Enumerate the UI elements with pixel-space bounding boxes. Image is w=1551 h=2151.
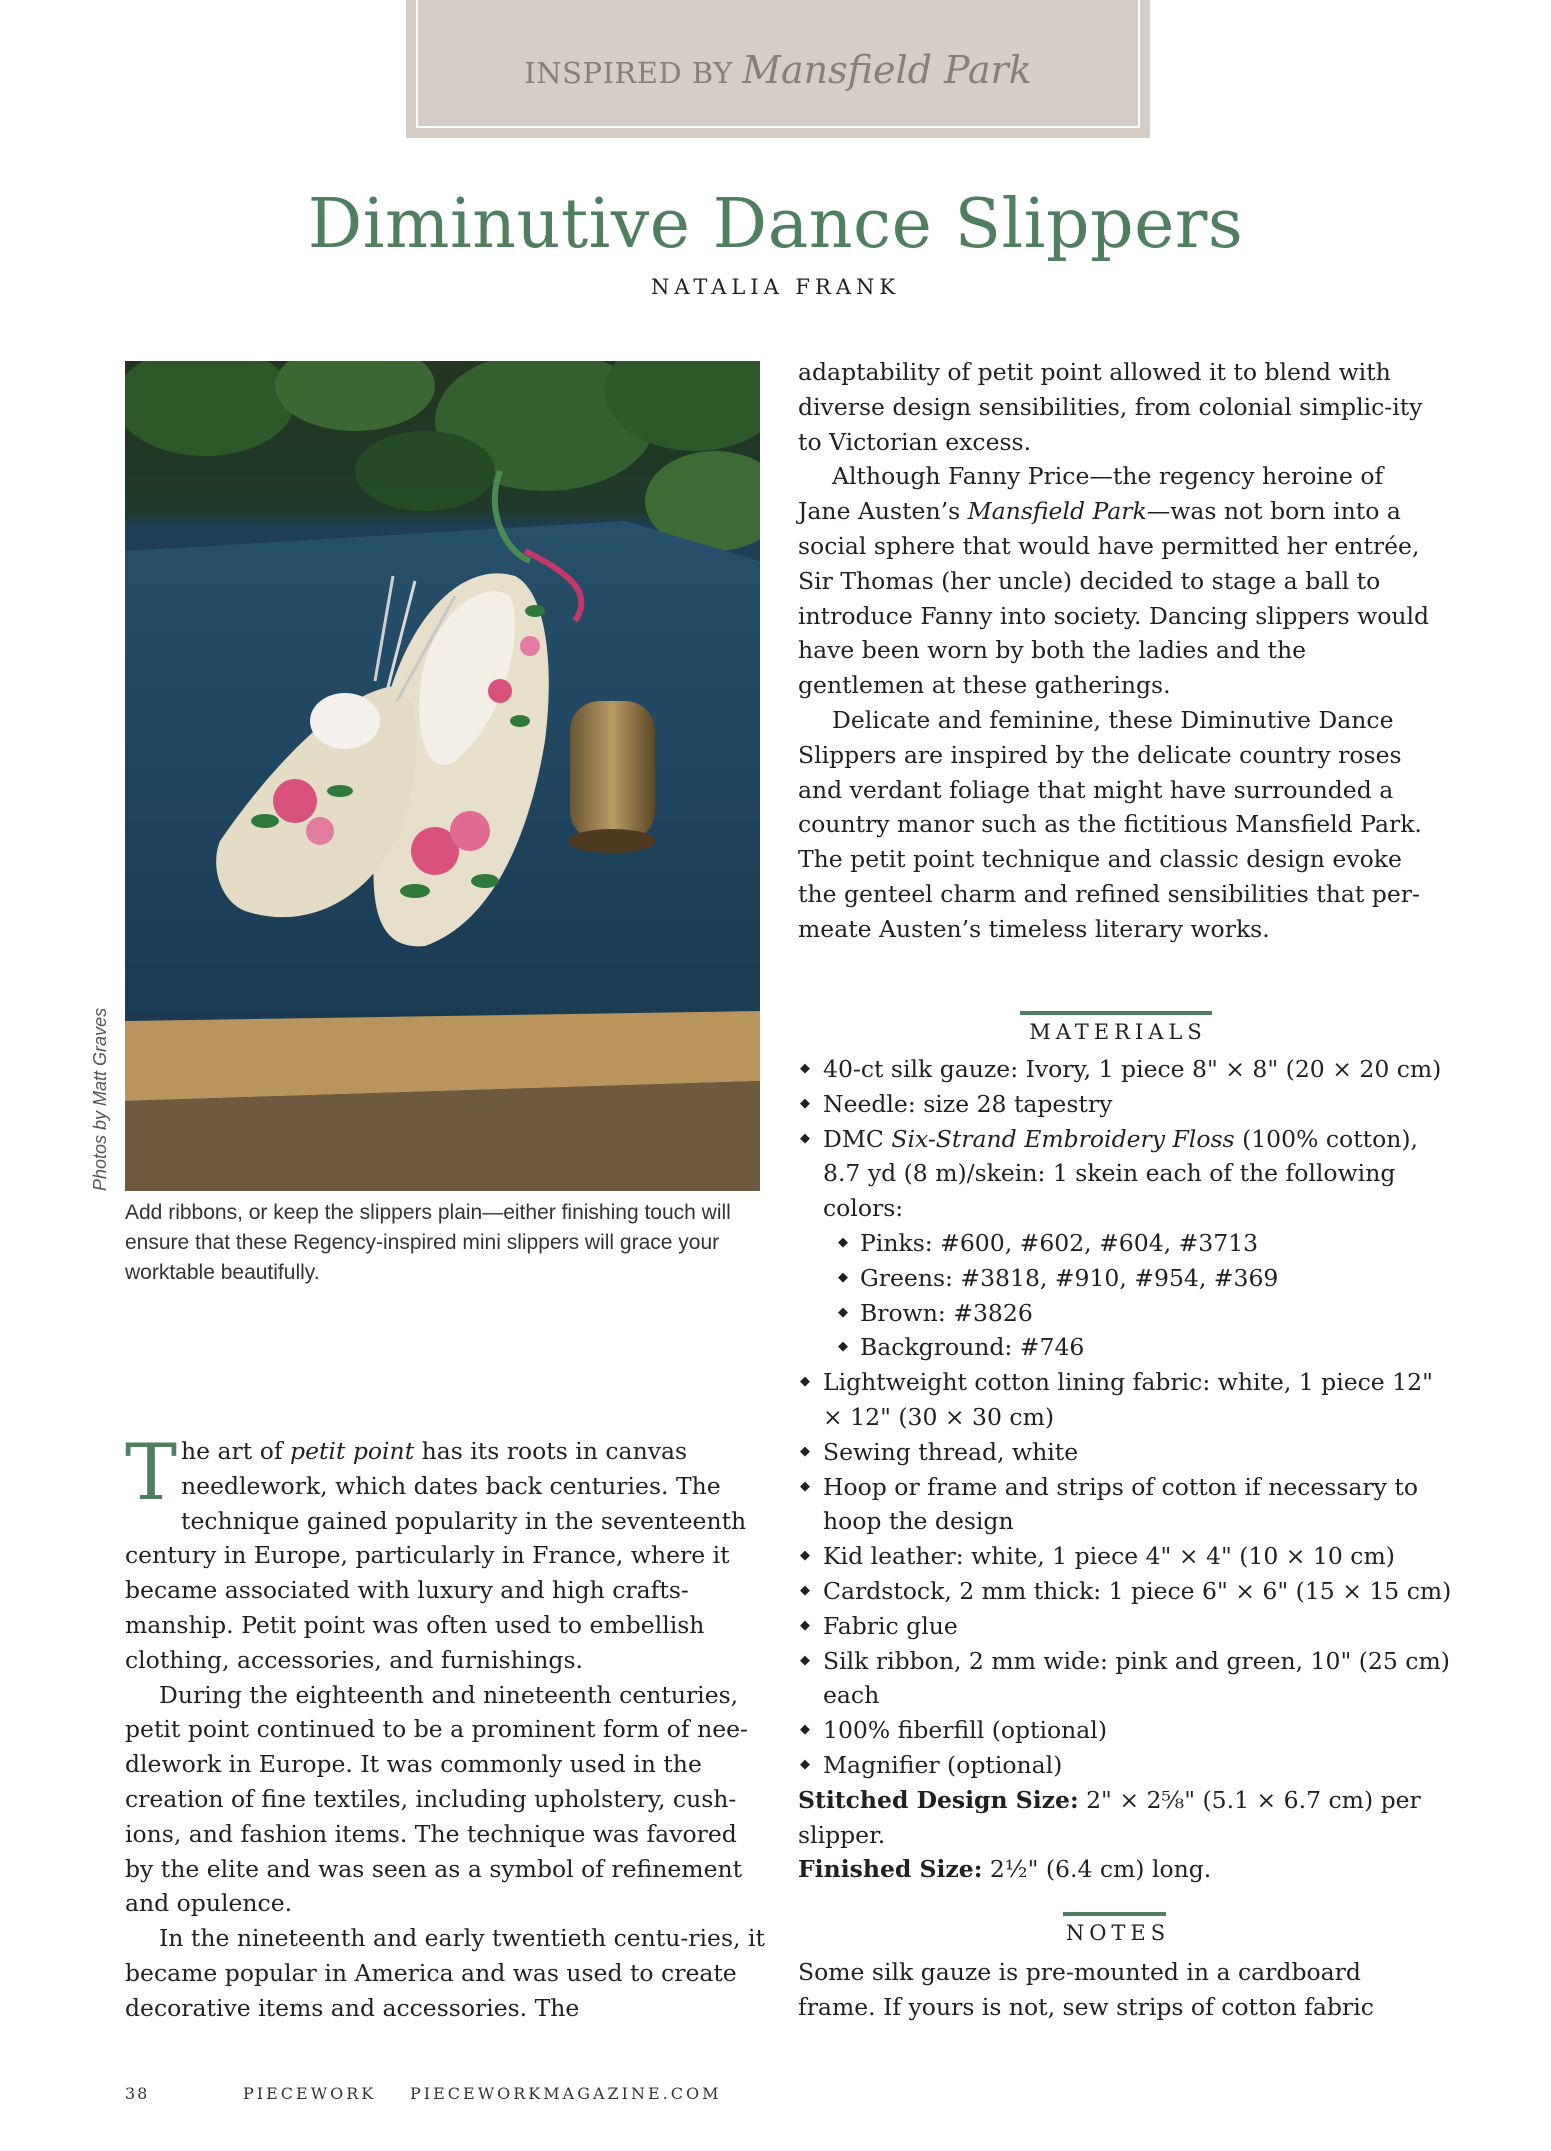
text-run: DMC bbox=[823, 1124, 892, 1153]
materials-list bbox=[798, 1052, 1458, 1887]
list-item: ◆ Magnifier (optional) bbox=[798, 1748, 1458, 1783]
italic-product: Six-Strand Embroidery Floss bbox=[891, 1124, 1235, 1153]
banner-heading bbox=[406, 48, 1150, 92]
list-item: ◆ Hoop or frame and strips of cotton if necessary to hoop the design bbox=[798, 1470, 1458, 1540]
article-title: Diminutive Dance Slippers bbox=[307, 185, 1244, 264]
italic-title: Mansfield Park bbox=[967, 497, 1147, 526]
spec-label: Finished Size: bbox=[798, 1855, 983, 1884]
spec-value: 2" × 2⅝" (5.1 × 6.7 cm) per slipper. bbox=[798, 1785, 1421, 1849]
list-item: ◆ 100% fiberfill (optional) bbox=[798, 1713, 1458, 1748]
page-number: 38 bbox=[125, 2084, 150, 2103]
notes-heading: NOTES bbox=[1065, 1921, 1171, 1945]
list-item: ◆ Silk ribbon, 2 mm wide: pink and green, 10" (25 cm) each bbox=[798, 1644, 1458, 1714]
notes-text: Some silk gauze is pre-mounted in a cardboard frame. If yours is not, sew strips of cotton fabric bbox=[798, 1958, 1374, 2021]
drop-cap: T bbox=[125, 1428, 178, 1518]
body-paragraph bbox=[798, 459, 1438, 703]
photo-credit: Photos by Matt Graves bbox=[90, 1007, 110, 1191]
article-author: NATALIA FRANK bbox=[650, 275, 901, 299]
header-banner bbox=[406, 0, 1150, 138]
body-paragraph: In the nineteenth and early twentieth centu-ries, it became popular in America and was used to create decorative items and accessories. The bbox=[125, 1924, 765, 2022]
text-run: Although Fanny Price—the regency heroine of Jane Austen’s bbox=[798, 462, 1384, 526]
banner-script-title: Mansfield Park bbox=[742, 48, 1032, 92]
color-sublist bbox=[798, 1226, 1458, 1365]
stitched-size bbox=[798, 1783, 1458, 1853]
list-item: ◆ Brown: #3826 bbox=[798, 1296, 1458, 1331]
materials-rule bbox=[1020, 1011, 1212, 1015]
body-right-column bbox=[798, 355, 1438, 947]
magazine-name: PIECEWORK bbox=[243, 2084, 377, 2103]
text-run: —was not born into a social sphere that would have permitted her entrée, Sir Thomas (her uncle) decided to stage a ball to introduce Fanny into society. Dancing slippers would have been worn by both the ladies and the gentlemen at these gatherings. bbox=[798, 497, 1430, 700]
list-item: ◆ 40-ct silk gauze: Ivory, 1 piece 8" × 8" (20 × 20 cm) bbox=[798, 1052, 1458, 1087]
list-item: ◆ Cardstock, 2 mm thick: 1 piece 6" × 6" (15 × 15 cm) bbox=[798, 1574, 1458, 1609]
finished-size bbox=[798, 1852, 1458, 1887]
materials-heading: MATERIALS bbox=[1029, 1020, 1207, 1044]
notes-rule bbox=[1063, 1912, 1166, 1916]
list-item: ◆ Lightweight cotton lining fabric: white, 1 piece 12" × 12" (30 × 30 cm) bbox=[798, 1365, 1458, 1435]
body-paragraph: adaptability of petit point allowed it to blend with diverse design sensibilities, from colonial simplic-ity to Victorian excess. bbox=[798, 358, 1423, 456]
text-run: has its roots in canvas needlework, which dates back centuries. The technique gained popularity in the seventeenth century in Europe, particularly in France, where it became associated with luxury and high crafts-manship. Petit point was often used to embellish clothing, accessories, and furnishings. bbox=[125, 1437, 747, 1674]
list-item: ◆ Kid leather: white, 1 piece 4" × 4" (10 × 10 cm) bbox=[798, 1539, 1458, 1574]
list-item: ◆ Fabric glue bbox=[798, 1609, 1458, 1644]
italic-term: petit point bbox=[290, 1437, 415, 1465]
text-run: (100% cotton), 8.7 yd (8 m)/skein: 1 skein each of the following colors: bbox=[823, 1124, 1419, 1223]
body-left-column bbox=[125, 1428, 765, 2026]
body-paragraph: Delicate and feminine, these Diminutive Dance Slippers are inspired by the delicate country roses and verdant foliage that might have surrounded a country manor such as the fictitious Mansfield Park. The petit point technique and classic design evoke the genteel charm and refined sensibilities that per-meate Austen’s timeless literary works. bbox=[798, 705, 1422, 943]
list-item: ◆ Sewing thread, white bbox=[798, 1435, 1458, 1470]
body-paragraph: During the eighteenth and nineteenth centuries, petit point continued to be a prominent form of nee-dlework in Europe. It was commonly used in the creation of fine textiles, including upholstery, cush-ions, and fashion items. The technique was favored by the elite and was seen as a symbol of refinement and opulence. bbox=[125, 1680, 748, 1918]
body-paragraph bbox=[125, 1428, 765, 1678]
banner-prefix: INSPIRED BY bbox=[524, 56, 733, 90]
slippers-photo bbox=[125, 361, 760, 1191]
spec-value: 2½" (6.4 cm) long. bbox=[982, 1855, 1212, 1884]
list-item: ◆ Greens: #3818, #910, #954, #369 bbox=[798, 1261, 1458, 1296]
list-item: ◆ Background: #746 bbox=[798, 1330, 1458, 1365]
website-url: PIECEWORKMAGAZINE.COM bbox=[410, 2084, 722, 2103]
spec-label: Stitched Design Size: bbox=[798, 1785, 1079, 1814]
list-item: ◆ Pinks: #600, #602, #604, #3713 bbox=[798, 1226, 1458, 1261]
photo-caption: Add ribbons, or keep the slippers plain—either finishing touch will ensure that these Regency-inspired mini slippers will grace your worktable beautifully. bbox=[125, 1201, 731, 1284]
list-item bbox=[798, 1122, 1458, 1226]
text-run: he art of bbox=[181, 1437, 291, 1465]
list-item: ◆ Needle: size 28 tapestry bbox=[798, 1087, 1458, 1122]
